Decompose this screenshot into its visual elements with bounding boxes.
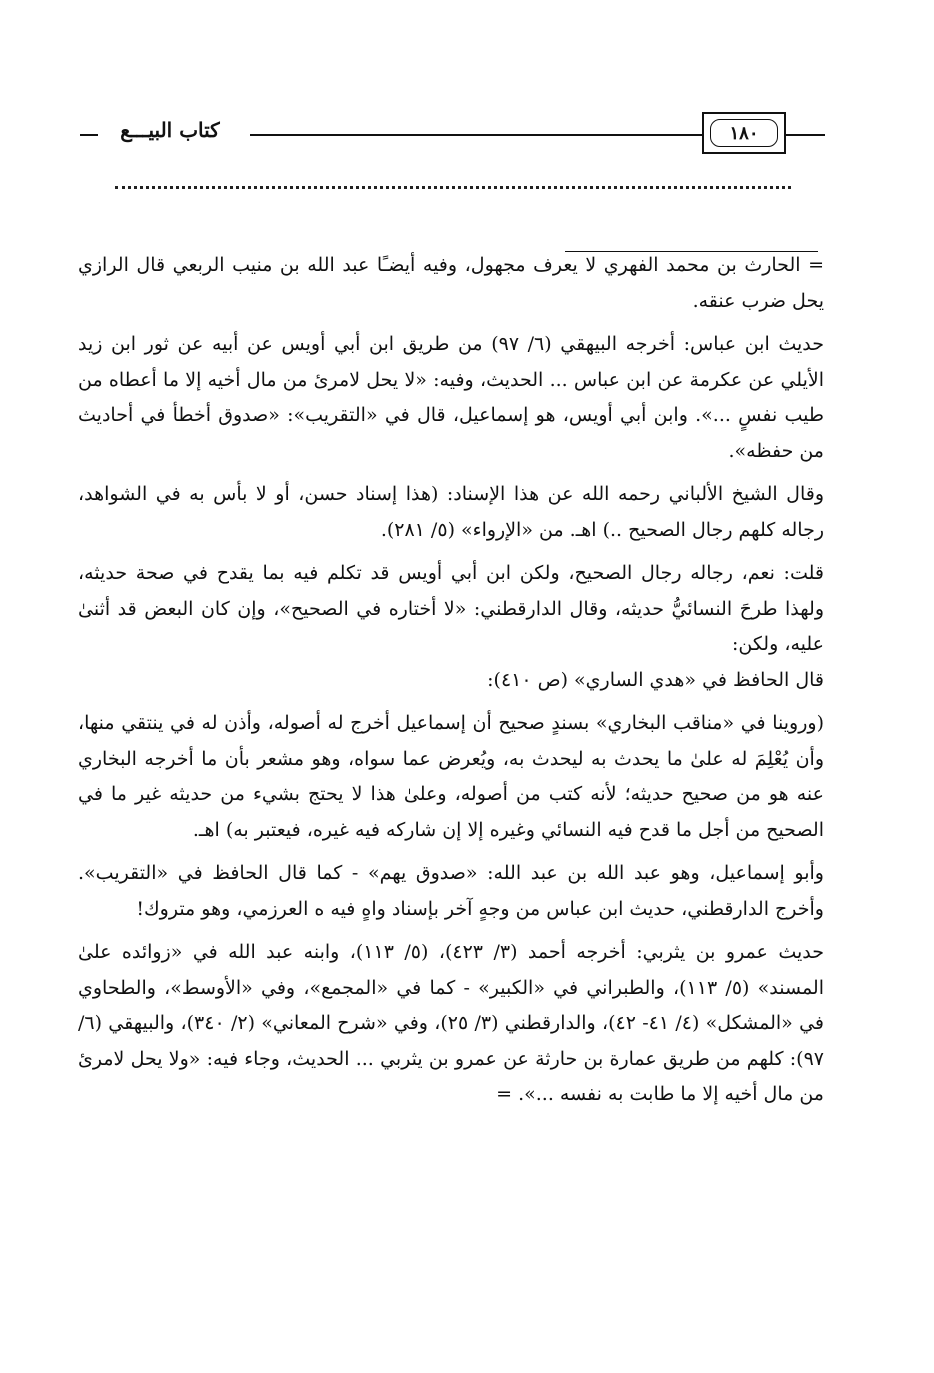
header-rule-left [80, 134, 98, 136]
footnote-body [78, 248, 824, 1121]
paragraph: حديث عمرو بن يثربي: أخرجه أحمد (٣/ ٤٢٣)، (٥/ ١١٣)، وابنه عبد الله في «زوائده علىٰ المسند» (٥/ ١١٣)، والطبراني في «الكبير» - كما في «المجمع»، وفي «الأوسط»، والطحاوي في «المشكل» (٤/ ٤١- ٤٢)، والدارقطني (٣/ ٢٥)، وفي «شرح المعاني» (٢/ ٣٤٠)، والبيهقي (٦/ ٩٧): كلهم من طريق عمارة بن حارثة عن عمرو بن يثربي ... الحديث، وجاء فيه: «ولا يحل لامرئ من مال أخيه إلا ما طابت به نفسه ...». = [78, 941, 825, 1105]
header-rule-middle [250, 134, 702, 136]
paragraph: قلت: نعم، رجاله رجال الصحيح، ولكن ابن أبي أويس قد تكلم فيه بما يقدح في صحة حديثه، ولهذا طرحَ النسائيُّ حديثه، وقال الدارقطني: «لا أختاره في الصحيح»، وإن كان البعض قد أثنىٰ عليه، ولكن: [78, 562, 824, 655]
page-number-frame [682, 112, 872, 158]
page-header [80, 112, 825, 158]
paragraph: حديث ابن عباس: أخرجه البيهقي (٦/ ٩٧) من طريق ابن أبي أويس عن أبيه عن ثور ابن زيد الأيلي عن عكرمة عن ابن عباس ... الحديث، وفيه: «لا يحل لامرئ من مال أخيه إلا ما أعطاه من طيب نفسٍ ...». وابن أبي أويس، هو إسماعيل، قال في «التقريب»: «صدوق أخطأ في أحاديث من حفظه». [78, 333, 824, 462]
page-number-outer-border [702, 112, 786, 154]
page-number: ١٨٠ [710, 119, 778, 147]
paragraph: وأبو إسماعيل، وهو عبد الله بن عبد الله: «صدوق يهم» - كما قال الحافظ في «التقريب». وأخرج الدارقطني، حديث ابن عباس من وجهٍ آخر بإسناد واهٍ فيه ه العرزمي، وهو متروك! [78, 862, 824, 920]
paragraph: = الحارث بن محمد الفهري لا يعرف مجهول، وفيه أيضـًا عبد الله بن منيب الربعي قال الرازي يحل ضرب عنقه. [78, 254, 824, 312]
dotted-divider [115, 186, 791, 191]
book-title: كتاب البيـــع [120, 118, 220, 142]
paragraph: (وروينا في «مناقب البخاري» بسندٍ صحيح أن إسماعيل أخرج له أصوله، وأذن له في ينتقي منها، وأن يُعْلِمَ له علىٰ ما يحدث به ليحدث به، ويُعرض عما سواه، وهو مشعر بأن ما أخرجه البخاري عنه هو من صحيح حديثه؛ لأنه كتب من أصوله، وعلىٰ هذا لا يحتج بشيء من حديثه غير ما في الصحيح من أجل ما قدح فيه النسائي وغيره إلا إن شاركه فيه غيره، فيعتبر به) اهـ. [78, 712, 824, 841]
paragraph: قال الحافظ في «هدي الساري» (ص ٤١٠): [487, 668, 824, 691]
paragraph: وقال الشيخ الألباني رحمه الله عن هذا الإسناد: (هذا إسناد حسن، أو لا بأس به في الشواهد، رجاله كلهم رجال الصحيح ..) اهـ. من «الإرواء» (٥/ ٢٨١). [78, 483, 824, 541]
